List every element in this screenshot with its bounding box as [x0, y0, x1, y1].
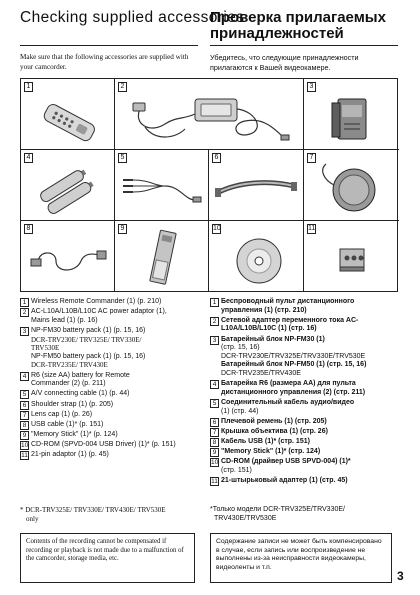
- list-item: [20, 431, 200, 440]
- item-line: Wireless Remote Commander (1) (p. 210): [31, 298, 162, 305]
- illustration-cell-6: [209, 150, 304, 221]
- list-item: [20, 308, 200, 325]
- list-item: [210, 418, 400, 427]
- illustration-number: 10: [213, 225, 221, 232]
- footnote-line: * DCR-TRV325E/ TRV330E/ TRV430E/ TRV530E: [20, 506, 166, 514]
- list-item: [20, 421, 200, 430]
- intro-text-ru: Убедитесь, что следующие принадлежности прилагаются к Вашей видеокамере.: [210, 53, 359, 72]
- illustration-cell-8: [21, 221, 115, 292]
- memory-stick-icon: [115, 221, 209, 292]
- illustration-number: 4: [24, 153, 33, 163]
- list-item: [210, 477, 400, 486]
- item-line: (стр. 15, 16): [221, 344, 260, 352]
- item-number: 6: [210, 418, 219, 427]
- shoulder-strap-icon: [209, 150, 304, 221]
- item-line: Commander (2) (p. 211): [31, 380, 106, 388]
- page-number: 3: [397, 569, 404, 583]
- illustration-cell-3: [304, 79, 399, 150]
- illustration-number: 6: [212, 153, 221, 163]
- notice-box-ru: Содержание записи не может быть компенсировано в случае, если запись или воспроизведение не выполнены из-за неисправности видеокамеры, видеоленты и т.п.: [210, 533, 392, 583]
- item-number: 9: [210, 448, 219, 457]
- illustration-cell-2: [115, 79, 304, 150]
- accessory-list-en: [20, 298, 200, 462]
- item-line: Батарейный блок NP-FM30 (1): [221, 335, 325, 343]
- footnote-line: TRV430E/TRV530E: [214, 514, 277, 522]
- item-number: 2: [20, 308, 29, 317]
- item-line: (1) (стр. 44): [221, 407, 259, 415]
- footnote-ru: [210, 506, 395, 523]
- list-item: [20, 451, 200, 460]
- item-line: NP-FM30 battery pack (1) (p. 15, 16): [31, 326, 146, 334]
- item-line: "Memory Stick" (1)* (стр. 124): [221, 448, 321, 456]
- item-line: (стр. 151): [221, 467, 252, 475]
- page-title-ru: Проверка прилагаемых принадлежностей: [210, 9, 386, 42]
- item-line: Lens cap (1) (p. 26): [31, 410, 93, 418]
- illustration-cell-10: [209, 221, 304, 292]
- list-item: [20, 441, 200, 450]
- list-item: [210, 336, 400, 379]
- illustration-cell-9: [115, 221, 209, 292]
- item-line: TRV530E: [31, 344, 60, 353]
- list-item: [210, 399, 400, 416]
- item-line: 21-штырьковый адаптер (1) (стр. 45): [221, 477, 348, 485]
- illustration-cell-11: [304, 221, 399, 292]
- list-item: [210, 458, 400, 475]
- illustration-cell-4: [21, 150, 115, 221]
- illustration-cell-1: [21, 79, 115, 150]
- item-line: Сетевой адаптер переменного тока AC-: [221, 316, 359, 324]
- item-number: 11: [21, 452, 28, 460]
- item-line: CD-ROM (драйвер USB SPVD-004) (1)*: [221, 458, 351, 466]
- remote-commander-icon: [21, 79, 115, 150]
- item-number: 7: [20, 411, 29, 420]
- item-line: A/V connecting cable (1) (p. 44): [31, 390, 130, 398]
- item-line: NP-FM50 battery pack (1) (p. 15, 16): [31, 352, 146, 360]
- item-number: 8: [210, 438, 219, 447]
- item-number: 3: [20, 327, 29, 336]
- item-line: DCR-TRV235E/TRV430E: [221, 369, 301, 377]
- item-number: 1: [210, 298, 219, 307]
- av-cable-icon: [115, 150, 209, 221]
- item-number: 1: [20, 298, 29, 307]
- item-number: 9: [20, 431, 29, 440]
- illustration-number: 3: [307, 82, 316, 92]
- intro-text-en: Make sure that the following accessories are supplied with your camcorder.: [20, 53, 189, 71]
- cd-rom-icon: [209, 221, 304, 292]
- item-line: Батарейка R6 (размера АА) для пульта: [221, 380, 356, 388]
- item-number: 4: [210, 380, 219, 389]
- item-line: дистанционного управления (2) (стр. 211): [221, 388, 366, 396]
- item-line: "Memory Stick" (1)* (p. 124): [31, 431, 118, 439]
- list-item: [20, 372, 200, 389]
- illustration-number: 8: [24, 224, 33, 234]
- footnote-en: [20, 506, 195, 523]
- item-line: Плечевой ремень (1) (стр. 205): [221, 417, 327, 425]
- item-line: управления (1) (стр. 210): [221, 306, 307, 314]
- list-item: [210, 317, 400, 334]
- item-line: Кабель USB (1)* (стр. 151): [221, 438, 310, 446]
- title-rule-ru: [210, 45, 398, 46]
- item-line: USB cable (1)* (p. 151): [31, 420, 104, 428]
- illustration-number: 1: [24, 82, 33, 92]
- title-rule-en: [20, 45, 198, 46]
- notice-box-en: Contents of the recording cannot be compensated if recording or playback is not made due to a malfunction of the camcorder, storage media, etc.: [20, 533, 195, 583]
- item-line: 21-pin adaptor (1) (p. 45): [31, 451, 109, 459]
- item-line: Беспроводный пульт дистанционного: [221, 298, 355, 305]
- item-number: 11: [211, 478, 218, 486]
- battery-pack-icon: [304, 79, 399, 150]
- item-number: 2: [210, 317, 219, 326]
- ac-adaptor-icon: [115, 79, 304, 150]
- illustration-number: 5: [118, 153, 127, 163]
- accessories-illustration-grid: [20, 78, 398, 292]
- usb-cable-icon: [21, 221, 115, 292]
- item-line: Mains lead (1) (p. 16): [31, 316, 98, 324]
- 21-pin-adaptor-icon: [304, 221, 399, 292]
- item-number: 3: [210, 336, 219, 345]
- list-item: [210, 298, 400, 315]
- item-number: 8: [20, 421, 29, 430]
- item-number: 5: [210, 399, 219, 408]
- list-item: [20, 411, 200, 420]
- page-title-en: Checking supplied accessories: [20, 9, 245, 26]
- list-item: [210, 438, 400, 447]
- list-item: [20, 327, 200, 370]
- item-line: AC-L10A/L10B/L10C AC power adaptor (1),: [31, 308, 167, 316]
- illustration-cell-7: [304, 150, 399, 221]
- list-item: [20, 298, 200, 307]
- item-number: 4: [20, 372, 29, 381]
- illustration-number: 11: [308, 225, 316, 232]
- item-line: DCR-TRV230E/TRV325E/TRV330E/TRV530E: [221, 352, 366, 360]
- list-item: [210, 380, 400, 397]
- item-line: Shoulder strap (1) (p. 205): [31, 400, 114, 408]
- list-item: [20, 390, 200, 399]
- illustration-number: 2: [118, 82, 127, 92]
- list-item: [20, 401, 200, 410]
- item-line: DCR-TRV230E/ TRV325E/ TRV330E/: [31, 335, 142, 344]
- item-line: DCR-TRV235E/ TRV430E: [31, 361, 108, 370]
- item-line: Крышка объектива (1) (стр. 26): [221, 427, 328, 435]
- item-number: 6: [20, 401, 29, 410]
- item-number: 7: [210, 428, 219, 437]
- item-number: 10: [21, 442, 29, 450]
- list-item: [210, 448, 400, 457]
- lens-cap-icon: [304, 150, 399, 221]
- list-item: [210, 428, 400, 437]
- illustration-number: 7: [307, 153, 316, 163]
- item-number: 10: [211, 459, 219, 467]
- item-line: CD-ROM (SPVD-004 USB Driver) (1)* (p. 151): [31, 441, 176, 449]
- footnote-line: *Только модели DCR-TRV325E/TRV330E/: [210, 506, 345, 513]
- illustration-cell-5: [115, 150, 209, 221]
- item-number: 5: [20, 390, 29, 399]
- accessory-list-ru: [210, 298, 400, 487]
- footnote-line: only: [26, 514, 39, 523]
- illustration-number: 9: [118, 224, 127, 234]
- item-line: Соединительный кабель аудио/видео: [221, 398, 355, 406]
- item-line: R6 (size AA) battery for Remote: [31, 371, 130, 379]
- item-line: L10A/L10B/L10C (1) (стр. 16): [221, 325, 317, 333]
- aa-batteries-icon: [21, 150, 115, 221]
- item-line: Батарейный блок NP-FM50 (1) (стр. 15, 16): [221, 361, 367, 369]
